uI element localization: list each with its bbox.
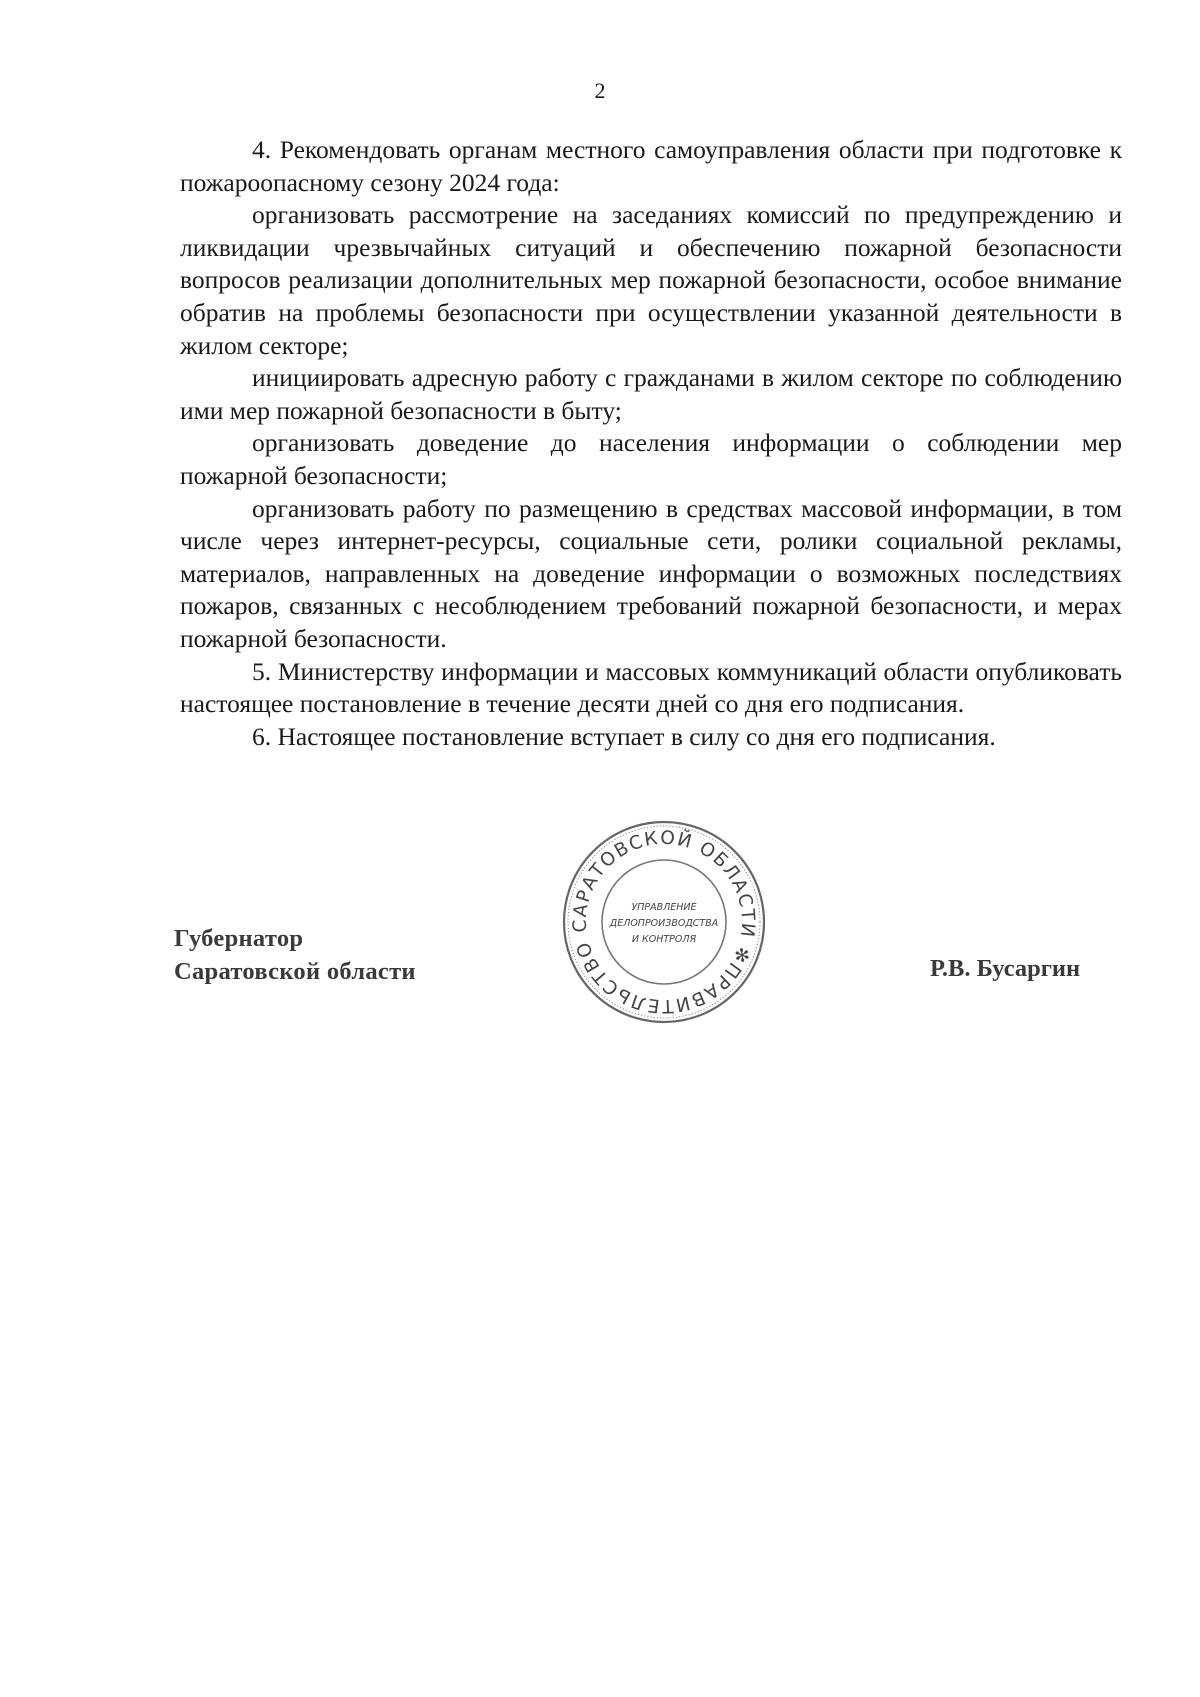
paragraph-item-5: 5. Министерству информации и массовых коммуникаций области опубликовать настоящее постановление в течение десяти дней со дня его подписания. (180, 656, 1122, 719)
seal-center-line-2: ДЕЛОПРОИЗВОДСТВА (609, 918, 719, 929)
paragraph-item-6: 6. Настоящее постановление вступает в силу со дня его подписания. (252, 721, 996, 751)
seal-center-line-3: И КОНТРОЛЯ (631, 934, 697, 945)
signatory-name: Р.В. Бусаргин (930, 955, 1081, 982)
seal-ring-textpath: ПРАВИТЕЛЬСТВО САРАТОВСКОЙ ОБЛАСТИ ✻ (569, 827, 759, 1017)
paragraph-inform-population: организовать доведение до населения информации о соблюдении мер пожарной безопасности; (180, 428, 1122, 490)
seal-graphic (560, 818, 768, 1026)
signatory-position: Губернатор (174, 925, 304, 952)
official-seal (560, 818, 768, 1026)
paragraph-commissions: организовать рассмотрение на заседаниях комиссий по предупреждению и ликвидации чрезвычайных ситуаций и обеспечению пожарной безопасности вопросов реализации дополнительных мер пожарной безопасности, особое внимание обратив на проблемы безопасности при осуществлении указанной деятельности в жилом секторе; (180, 200, 1122, 360)
signatory-title (174, 922, 416, 988)
paragraph-media: организовать работу по размещению в средствах массовой информации, в том числе через интернет-ресурсы, социальные сети, ролики социальной рекламы, материалов, направленных на доведение информации о возможных последствиях пожаров, связанных с несоблюдением требований пожарной безопасности, и мерах пожарной безопасности. (180, 493, 1122, 653)
seal-center-line-1: УПРАВЛЕНИЕ (631, 902, 697, 913)
paragraph-address-work: инициировать адресную работу с гражданами в жилом секторе по соблюдению ими мер пожарной безопасности в быту; (180, 363, 1122, 425)
document-body (180, 134, 1122, 753)
paragraph-item-4: 4. Рекомендовать органам местного самоуправления области при подготовке к пожароопасному сезону 2024 года: (180, 135, 1122, 197)
page-number: 2 (594, 78, 606, 103)
signatory-region: Саратовской области (174, 958, 416, 985)
